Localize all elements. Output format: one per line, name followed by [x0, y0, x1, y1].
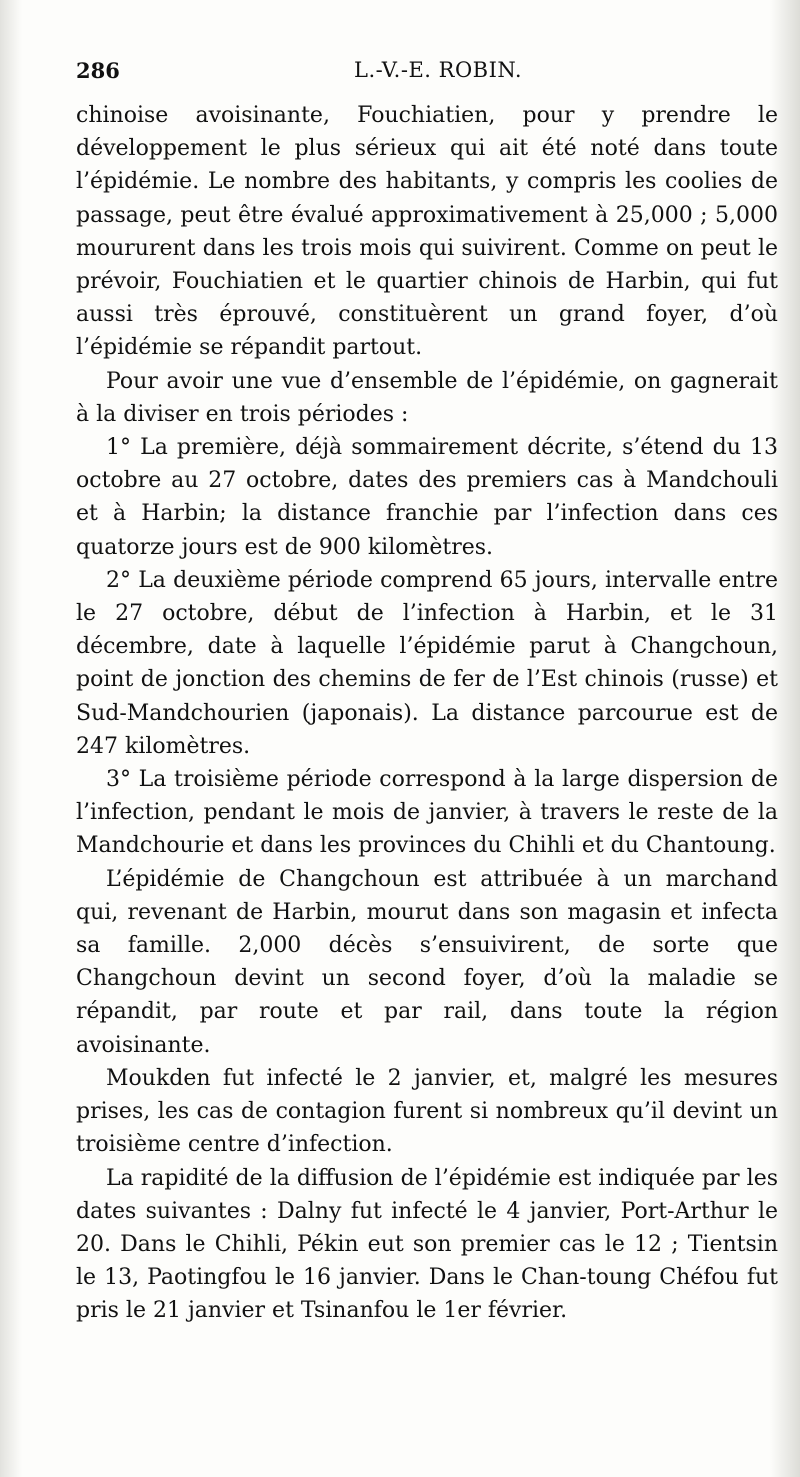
paragraph-changchoun: L’épidémie de Changchoun est attribuée à un marchand qui, revenant de Harbin, mourut dans son magasin et infecta sa famille. 2,000 décès s’ensuivirent, de sorte que Changchoun devint un second foyer, d’où la maladie se répandit, par route et par rail, dans toute la région avoisinante.: [76, 866, 778, 1058]
page-number: 286: [76, 58, 120, 83]
paragraph-overview: Pour avoir une vue d’ensemble de l’épidémie, on gagnerait à la diviser en trois périodes :: [76, 368, 778, 427]
paragraph-moukden: Moukden fut infecté le 2 janvier, et, malgré les mesures prises, les cas de contagion furent si nombreux qu’il devint un troisième centre d’infection.: [76, 1065, 778, 1158]
paragraph-continuation: chinoise avoisinante, Fouchiatien, pour y prendre le développement le plus sérieux qui ait été noté dans toute l’épidémie. Le nombre des habitants, y compris les coolies de passage, peut être évalué approximativement à 25,000 ; 5,000 moururent dans les trois mois qui suivirent. Comme on peut le prévoir, Fouchiatien et le quartier chinois de Harbin, qui fut aussi très éprouvé, constituèrent un grand foyer, d’où l’épidémie se répandit partout.: [76, 103, 778, 361]
paragraph-diffusion: La rapidité de la diffusion de l’épidémie est indiquée par les dates suivantes : Dalny fut infecté le 4 janvier, Port-Arthur le 20. Dans le Chihli, Pékin eut son premier cas le 12 ; Tientsin le 13, Paotingfou le 16 janvier. Dans le Chan-toung Chéfou fut pris le 21 janvier et Tsinanfou le 1er février.: [76, 1165, 778, 1324]
paragraph-period-2: 2° La deuxième période comprend 65 jours, intervalle entre le 27 octobre, début de l’infection à Harbin, et le 31 décembre, date à laquelle l’épidémie parut à Changchoun, point de jonction des chemins de fer de l’Est chinois (russe) et Sud-Mandchourien (japonais). La distance parcourue est de 247 kilomètres.: [76, 567, 778, 759]
paragraph-period-3: 3° La troisième période correspond à la large dispersion de l’infection, pendant le mois de janvier, à travers le reste de la Mandchourie et dans les provinces du Chihli et du Chantoung.: [76, 767, 778, 859]
running-head: L.-V.-E. ROBIN.: [354, 58, 523, 82]
body-text: [76, 99, 778, 1328]
scan-shadow-left: [0, 0, 22, 1477]
page-header: [76, 58, 776, 90]
paragraph-period-1: 1° La première, déjà sommairement décrite, s’étend du 13 octobre au 27 octobre, dates des premiers cas à Mandchouli et à Harbin; la distance franchie par l’infection dans ces quatorze jours est de 900 kilomètres.: [76, 435, 778, 560]
